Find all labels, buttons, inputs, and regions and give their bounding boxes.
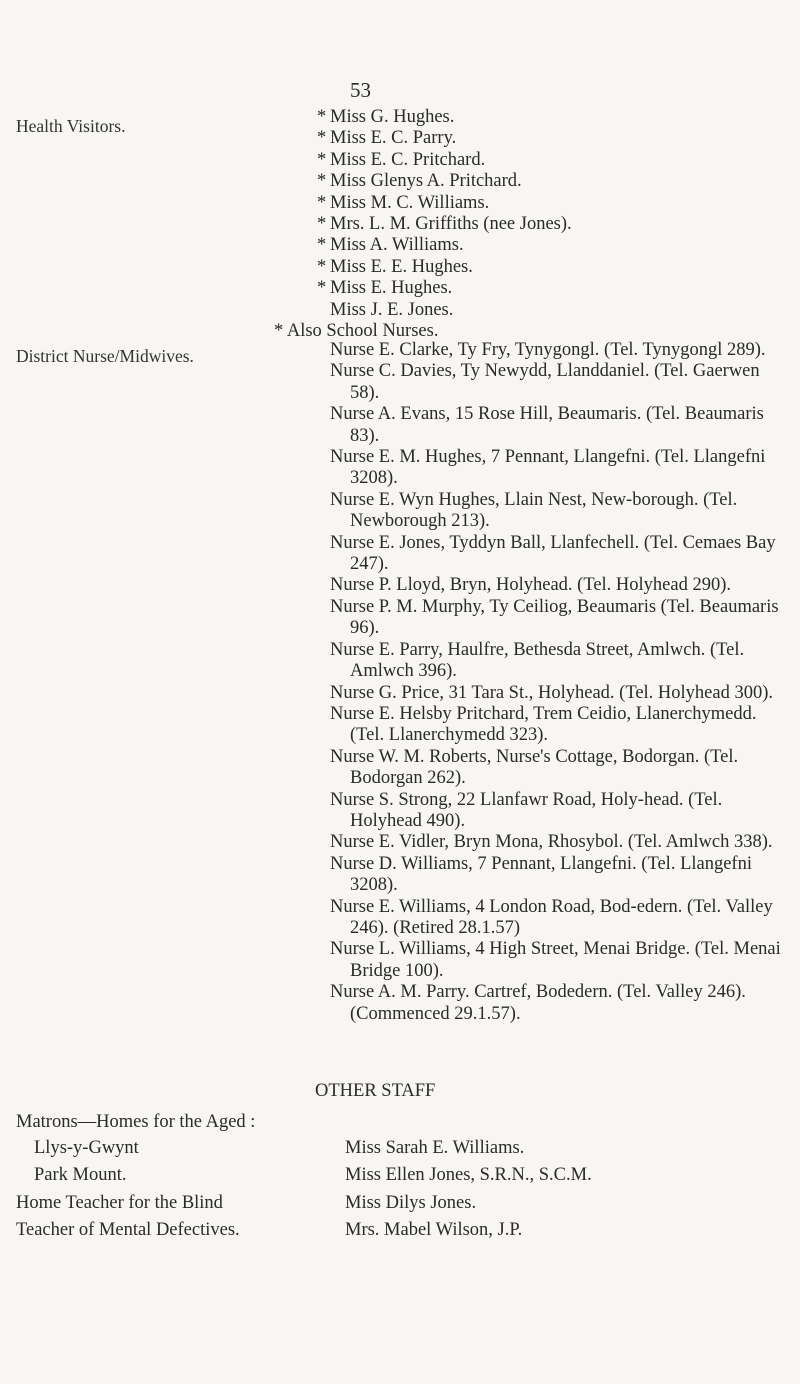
nurse-entry: Nurse E. Williams, 4 London Road, Bod-edern. (Tel. Valley 246). (Retired 28.1.57) (330, 896, 773, 938)
health-visitor-entry: * Miss A. Williams. (317, 235, 464, 256)
nurse-entry: Nurse E. Wyn Hughes, Llain Nest, New-borough. (Tel. Newborough 213). (330, 489, 738, 532)
staff-name: Miss Dilys Jones. (345, 1193, 477, 1213)
health-visitors-list (274, 107, 790, 342)
staff-role: Park Mount. (34, 1165, 127, 1185)
nurse-entry: Nurse S. Strong, 22 Llanfawr Road, Holy-head. (Tel. Holyhead 490). (330, 789, 723, 831)
health-visitor-entry: * Miss E. Hughes. (317, 278, 453, 299)
district-nurses-list (330, 340, 785, 1025)
health-visitor-entry: * Miss E. C. Pritchard. (317, 149, 486, 170)
health-visitor-entry: * Miss M. C. Williams. (317, 192, 490, 213)
nurse-entry: Nurse W. M. Roberts, Nurse's Cottage, Bodorgan. (Tel. Bodorgan 262). (330, 746, 739, 789)
nurse-entry: Nurse E. Clarke, Ty Fry, Tynygongl. (Tel. Tynygongl 289). (330, 340, 766, 360)
nurse-entry: Nurse E. Vidler, Bryn Mona, Rhosybol. (Tel. Amlwch 338). (330, 832, 773, 853)
staff-name: Miss Ellen Jones, S.R.N., S.C.M. (345, 1165, 592, 1185)
district-nurses-label: District Nurse/Midwives. (16, 346, 194, 366)
health-visitor-entry: * Miss E. E. Hughes. (317, 256, 473, 277)
staff-role: Llys-y-Gwynt (34, 1138, 139, 1158)
nurse-entry: Nurse D. Williams, 7 Pennant, Llangefni. (Tel. Llangefni 3208). (330, 853, 752, 896)
health-visitor-entry: Miss J. E. Jones. (330, 299, 454, 320)
staff-row (0, 1165, 800, 1190)
nurse-entry: Nurse A. M. Parry. Cartref, Bodedern. (Tel. Valley 246). (Commenced 29.1.57). (330, 982, 746, 1024)
nurse-entry: Nurse A. Evans, 15 Rose Hill, Beaumaris. (Tel. Beaumaris 83). (330, 404, 764, 446)
staff-role: Home Teacher for the Blind (16, 1193, 223, 1213)
matrons-heading: Matrons—Homes for the Aged : (16, 1112, 256, 1132)
health-visitor-entry: * Miss E. C. Parry. (317, 128, 457, 149)
health-visitors-label: Health Visitors. (16, 116, 126, 136)
nurse-entry: Nurse G. Price, 31 Tara St., Holyhead. (Tel. Holyhead 300). (330, 682, 774, 703)
nurse-entry: Nurse E. M. Hughes, 7 Pennant, Llangefni. (Tel. Llangefni 3208). (330, 447, 766, 489)
other-staff-heading: OTHER STAFF (315, 1081, 436, 1101)
staff-role: Teacher of Mental Defectives. (16, 1220, 240, 1240)
page-number: 53 (350, 78, 371, 102)
staff-row (0, 1193, 800, 1218)
health-visitor-entry: * Miss Glenys A. Pritchard. (317, 171, 522, 192)
nurse-entry: Nurse L. Williams, 4 High Street, Menai Bridge. (Tel. Menai Bridge 100). (330, 939, 781, 981)
staff-name: Miss Sarah E. Williams. (345, 1138, 525, 1158)
nurse-entry: Nurse E. Jones, Tyddyn Ball, Llanfechell. (Tel. Cemaes Bay 247). (330, 532, 776, 575)
health-visitor-entry: * Mrs. L. M. Griffiths (nee Jones). (317, 214, 572, 235)
nurse-entry: Nurse E. Parry, Haulfre, Bethesda Street, Amlwch. (Tel. Amlwch 396). (330, 639, 745, 682)
nurse-entry: Nurse E. Helsby Pritchard, Trem Ceidio, Llanerchymedd. (Tel. Llanerchymedd 323). (330, 703, 757, 746)
nurse-entry: Nurse P. M. Murphy, Ty Ceiliog, Beaumaris (Tel. Beaumaris 96). (330, 596, 779, 639)
health-visitor-entry: * Miss G. Hughes. (317, 107, 455, 127)
nurse-entry: Nurse C. Davies, Ty Newydd, Llanddaniel. (Tel. Gaerwen 58). (330, 361, 760, 403)
nurse-entry: Nurse P. Lloyd, Bryn, Holyhead. (Tel. Holyhead 290). (330, 575, 732, 596)
matrons-heading-row (0, 1112, 800, 1137)
school-nurses-footnote: * Also School Nurses. (274, 321, 439, 342)
staff-name: Mrs. Mabel Wilson, J.P. (345, 1220, 523, 1240)
staff-row (0, 1220, 800, 1245)
staff-row (0, 1138, 800, 1163)
